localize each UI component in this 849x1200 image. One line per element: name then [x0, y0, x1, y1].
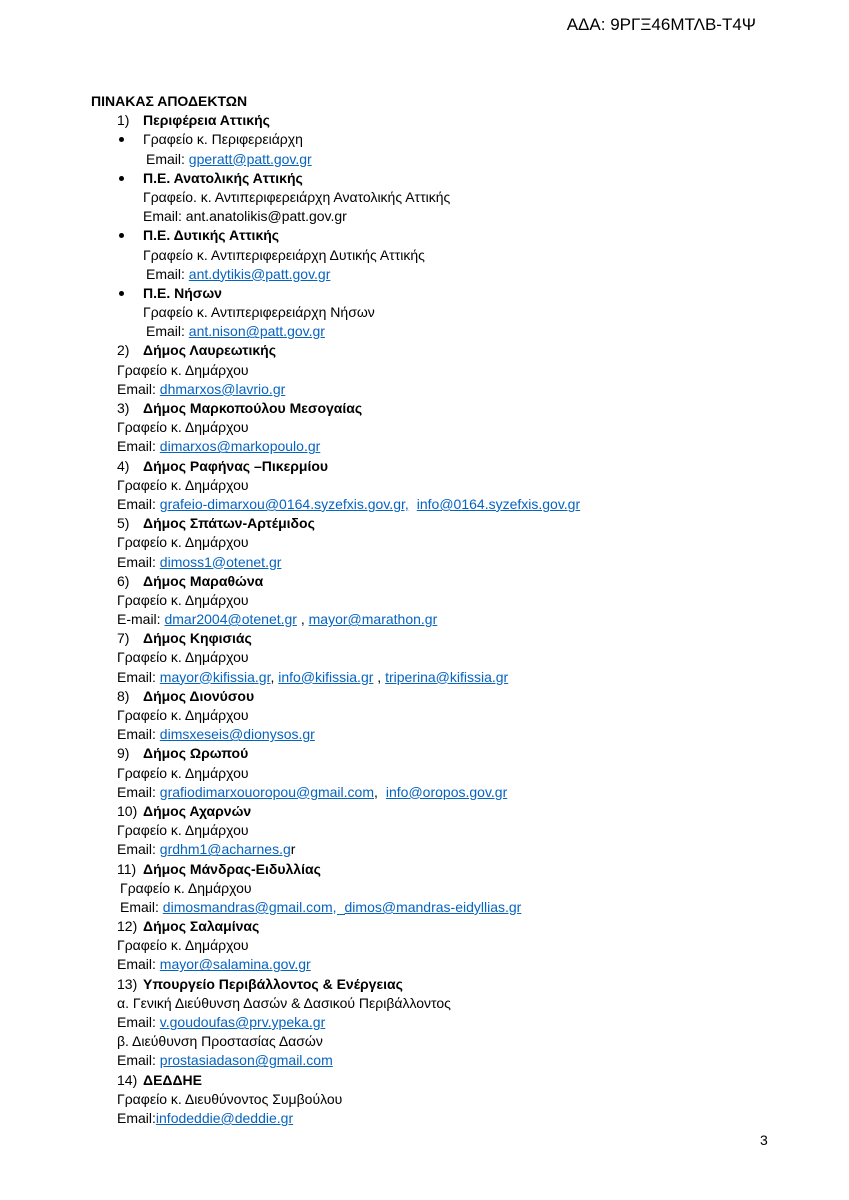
recipient-name: Δήμος Κηφισιάς	[143, 630, 252, 647]
email-label: Email:	[146, 150, 185, 167]
office-line: Γραφείο κ. Δημάρχου	[117, 937, 249, 954]
email-line	[0, 1109, 849, 1128]
recipient-name: Δήμος Μαραθώνα	[143, 572, 264, 589]
email-link[interactable]: mayor@marathon.gr	[308, 611, 438, 628]
email-link[interactable]: triperina@kifissia.gr	[385, 668, 509, 685]
email-line	[0, 553, 849, 572]
recipient-number: 2)	[117, 342, 130, 359]
email-line	[0, 380, 849, 399]
recipient-13-heading	[0, 975, 849, 994]
office-line: Γραφείο κ. Δημάρχου	[117, 764, 249, 781]
email-line	[0, 437, 849, 456]
recipient-name: Δήμος Μαρκοπούλου Μεσογαίας	[143, 400, 363, 416]
page-title: ΠΙΝΑΚΑΣ ΑΠΟΔΕΚΤΩΝ	[91, 93, 248, 109]
email-line	[0, 610, 849, 629]
recipient-number: 13)	[117, 975, 138, 992]
email-label: Email:	[117, 783, 156, 800]
recipient-name: Υπουργείο Περιβάλλοντος & Ενέργειας	[143, 975, 403, 992]
recipient-5-heading	[0, 514, 849, 533]
recipient-name: Δήμος Διονύσου	[143, 687, 255, 704]
subunit-title: β. Διεύθυνση Προστασίας Δασών	[117, 1033, 323, 1050]
email-line	[0, 840, 849, 859]
email-link[interactable]: dimsxeseis@dionysos.gr	[159, 726, 315, 743]
email-link[interactable]: grafiodimarxouoropou@gmail.com	[159, 783, 374, 800]
email-label: E-mail:	[117, 611, 161, 628]
bullet-item	[0, 284, 849, 303]
office-line: Γραφείο κ. Δημάρχου	[117, 419, 249, 436]
email-label: Email:	[117, 553, 156, 570]
email-line	[0, 668, 849, 687]
email-link[interactable]: gperatt@patt.gov.gr	[188, 150, 312, 167]
email-link[interactable]: mayor@salamina.gov.gr	[159, 956, 311, 973]
unit-title: Π.Ε. Νήσων	[143, 284, 222, 301]
recipient-number: 10)	[117, 802, 138, 819]
email-link[interactable]: ant.nison@patt.gov.gr	[188, 323, 325, 340]
recipient-number: 4)	[117, 457, 130, 474]
recipient-2-heading	[0, 341, 849, 360]
office-line: Γραφείο κ. Δημάρχου	[120, 879, 252, 896]
email-label: Email:	[146, 323, 185, 340]
email-link[interactable]: grdhm1@acharnes.g	[159, 841, 291, 858]
email-line	[0, 322, 849, 341]
email-line	[0, 1013, 849, 1032]
email-label: Email:	[117, 726, 156, 743]
office-line: Γραφείο κ. Δημάρχου	[117, 361, 249, 378]
bullet-item	[0, 226, 849, 245]
recipient-name: Περιφέρεια Αττικής	[143, 112, 270, 129]
recipient-name: Δήμος Ωρωπού	[143, 745, 249, 762]
recipients-list	[0, 92, 849, 1128]
office-line: Γραφείο κ. Αντιπεριφερειάρχη Δυτικής Αττικής	[143, 246, 425, 263]
email-label: Email:	[117, 438, 156, 455]
office-line: Γραφείο κ. Δημάρχου	[117, 649, 249, 666]
office-line: Γραφείο κ. Διευθύνοντος Συμβούλου	[117, 1090, 343, 1107]
email-label: Email:	[117, 956, 156, 973]
bullet-marker	[119, 233, 124, 238]
bullet-marker	[119, 137, 124, 142]
spacer	[337, 900, 345, 915]
unit-title: Γραφείο κ. Περιφερειάρχη	[143, 131, 303, 148]
recipient-name: Δήμος Μάνδρας-Ειδυλλίας	[143, 860, 321, 877]
office-line: Γραφείο κ. Δημάρχου	[117, 534, 249, 551]
email-separator: ,	[270, 668, 279, 685]
recipient-1-heading	[0, 111, 849, 130]
recipient-14-heading	[0, 1071, 849, 1090]
email-line	[0, 150, 849, 169]
recipient-6-heading	[0, 572, 849, 591]
email-line	[0, 955, 849, 974]
email-link[interactable]: dimarxos@markopoulo.gr	[159, 438, 321, 455]
ada-code: ΑΔΑ: 9ΡΓΞ46ΜΤΛΒ-Τ4Ψ	[566, 15, 756, 34]
email-link[interactable]: dimoss1@otenet.gr	[159, 553, 282, 570]
email-link[interactable]: info@kifissia.gr	[278, 668, 374, 685]
bullet-marker	[119, 291, 124, 296]
recipient-number: 6)	[117, 572, 130, 589]
email-label: Email:	[117, 668, 156, 685]
email-suffix: r	[290, 841, 296, 858]
email-link[interactable]: v.goudoufas@prv.ypeka.gr	[159, 1014, 326, 1030]
office-line: Γραφείο. κ. Αντιπεριφερειάρχη Ανατολικής Αττικής	[143, 188, 451, 205]
email-separator: ,	[374, 783, 378, 800]
email-link[interactable]: mayor@kifissia.gr	[159, 668, 271, 685]
recipient-9-heading	[0, 744, 849, 763]
recipient-8-heading	[0, 687, 849, 706]
email-label: Email:	[120, 898, 159, 915]
recipient-11-heading	[0, 860, 849, 879]
email-label: Email:	[117, 495, 156, 512]
recipient-4-heading	[0, 457, 849, 476]
bullet-item	[0, 130, 849, 149]
email-line	[0, 207, 849, 226]
page-number: 3	[760, 1132, 768, 1148]
email-address: ant.anatolikis@patt.gov.gr	[185, 208, 347, 225]
email-line	[0, 265, 849, 284]
recipient-number: 8)	[117, 687, 130, 704]
recipient-number: 9)	[117, 745, 130, 762]
email-link[interactable]: dimos@mandras-eidyllias.gr	[344, 898, 522, 915]
email-separator: ,	[296, 611, 309, 628]
email-label: Email:	[117, 1014, 156, 1030]
bullet-item	[0, 169, 849, 188]
recipient-name: ΔΕΔΔΗΕ	[143, 1071, 202, 1088]
recipient-number: 12)	[117, 918, 138, 935]
recipient-name: Δήμος Ραφήνας –Πικερμίου	[143, 457, 329, 474]
recipient-name: Δήμος Σαλαμίνας	[143, 918, 260, 935]
email-label: Email:	[117, 1052, 156, 1069]
bullet-marker	[119, 176, 124, 181]
email-link[interactable]: dmar2004@otenet.gr	[164, 611, 297, 628]
subunit-title: α. Γενική Διεύθυνση Δασών & Δασικού Περιβάλλοντος	[117, 994, 451, 1011]
recipient-number: 11)	[117, 860, 137, 877]
office-line: Γραφείο κ. Δημάρχου	[117, 707, 249, 723]
email-line	[0, 898, 849, 917]
recipient-number: 5)	[117, 515, 130, 532]
email-link[interactable]: grafeio-dimarxou@0164.syzefxis.gov.gr,	[159, 495, 409, 512]
email-link[interactable]: dhmarxos@lavrio.gr	[159, 380, 286, 397]
email-separator: ,	[373, 668, 386, 685]
email-link[interactable]: prostasiadason@gmail.com	[159, 1052, 333, 1069]
email-link[interactable]: dimosmandras@gmail.com,	[162, 898, 337, 915]
email-label: Email:	[117, 841, 156, 858]
recipient-12-heading	[0, 917, 849, 936]
office-line: Γραφείο κ. Δημάρχου	[117, 822, 249, 839]
email-label: Email:	[146, 265, 185, 282]
unit-title: Π.Ε. Δυτικής Αττικής	[143, 227, 280, 244]
email-line	[0, 783, 849, 802]
recipient-7-heading	[0, 629, 849, 648]
recipient-number: 1)	[117, 112, 130, 129]
office-line: Γραφείο κ. Αντιπεριφερειάρχη Νήσων	[143, 304, 375, 321]
email-link[interactable]: info@oropos.gov.gr	[385, 783, 508, 800]
email-link[interactable]: info@0164.syzefxis.gov.gr	[416, 495, 581, 512]
email-line	[0, 725, 849, 744]
unit-title: Π.Ε. Ανατολικής Αττικής	[143, 169, 303, 186]
recipient-name: Δήμος Σπάτων-Αρτέμιδος	[143, 515, 315, 532]
email-line	[0, 495, 849, 514]
recipient-number: 7)	[117, 630, 130, 647]
recipient-name: Δήμος Λαυρεωτικής	[143, 342, 276, 359]
recipient-number: 14)	[117, 1071, 138, 1088]
email-label: Email:	[143, 208, 182, 225]
email-link[interactable]: ant.dytikis@patt.gov.gr	[188, 265, 331, 282]
email-label: Email:	[117, 380, 156, 397]
recipient-3-heading	[0, 399, 849, 418]
recipient-10-heading	[0, 802, 849, 821]
office-line: Γραφείο κ. Δημάρχου	[117, 476, 249, 493]
email-line	[0, 1051, 849, 1070]
email-link[interactable]: infodeddie@deddie.gr	[155, 1109, 294, 1126]
email-label: Email:	[117, 1109, 156, 1126]
office-line: Γραφείο κ. Δημάρχου	[117, 591, 249, 608]
recipient-number: 3)	[117, 400, 130, 416]
recipient-name: Δήμος Αχαρνών	[143, 802, 252, 819]
